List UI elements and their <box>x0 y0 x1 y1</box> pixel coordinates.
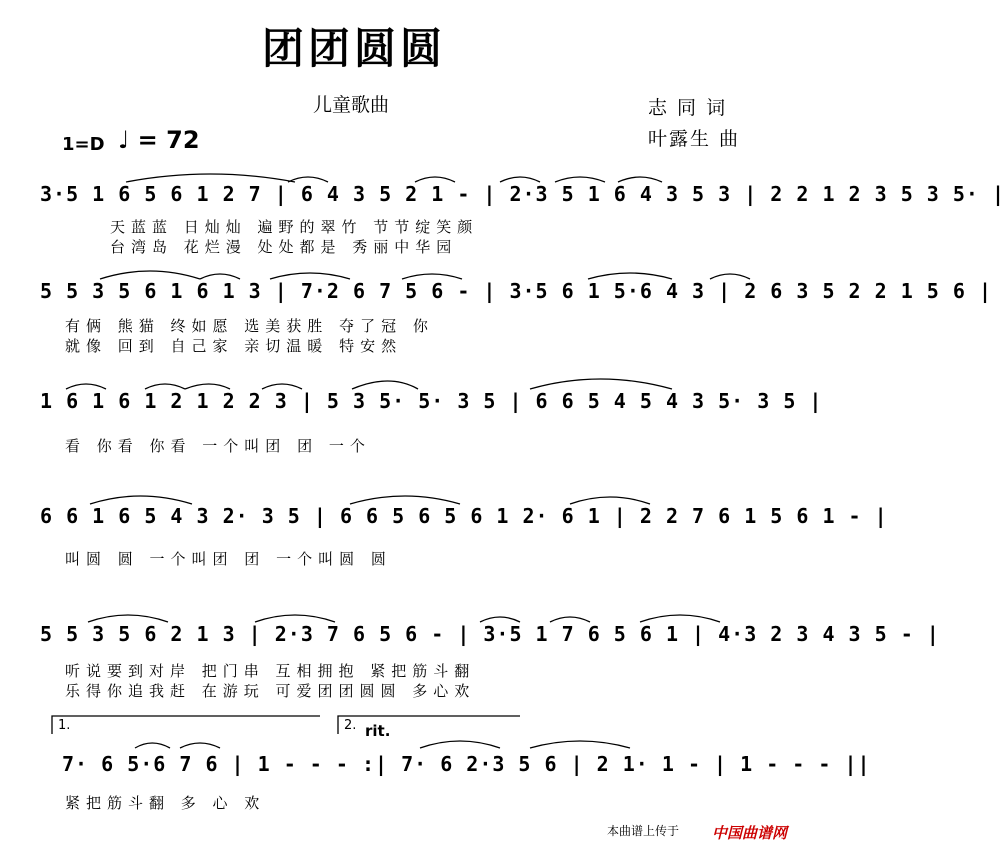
lyrics-verse-1: 紧把筋斗翻 多 心 欢 <box>65 794 266 812</box>
site-name: 中国曲谱网 <box>711 824 787 842</box>
volta-2-label: 2. <box>344 718 357 733</box>
composer-credit: 叶露生 曲 <box>648 128 741 150</box>
lyrics-verse-1: 叫圆 圆 一个叫团 团 一个叫圆 圆 <box>65 550 392 568</box>
upload-note: 本曲谱上传于 <box>606 824 679 838</box>
staff-row-6 <box>40 712 871 812</box>
ritardando-marking: rit. <box>365 722 391 740</box>
staff-row-4 <box>40 490 888 570</box>
melody-line: 6 6 1 6 5 4 3 2· 3 5 | 6 6 5 6 5 6 1 2· 6 1 | 2 2 7 6 1 5 6 1 - | <box>40 504 888 528</box>
song-title: 团团圆圆 <box>262 24 447 73</box>
song-genre: 儿童歌曲 <box>313 94 390 116</box>
lyricist-credit: 志 同 词 <box>648 97 728 119</box>
staff-row-5 <box>40 608 940 700</box>
volta-brackets <box>40 712 760 752</box>
lyrics-verse-1: 天蓝蓝 日灿灿 遍野的翠竹 节节绽笑颜 <box>110 218 479 236</box>
staff-row-2 <box>40 265 992 357</box>
melody-line: 3·5 1 6 5 6 1 2 7 | 6 4 3 5 2 1 - | 2·3 5 1 6 4 3 5 3 | 2 2 1 2 3 5 3 5· | <box>40 182 1005 206</box>
lyrics-verse-2: 就像 回到 自己家 亲切温暖 特安然 <box>65 337 403 355</box>
lyrics-verse-1: 看 你看 你看 一个叫团 团 一个 <box>65 437 371 455</box>
melody-line: 5 5 3 5 6 1 6 1 3 | 7·2 6 7 5 6 - | 3·5 6 1 5·6 4 3 | 2 6 3 5 2 2 1 5 6 | <box>40 279 992 303</box>
volta-1-label: 1. <box>58 718 71 733</box>
key-signature: 1=D <box>62 134 105 155</box>
tempo-marking: ♩ = 72 <box>118 126 200 154</box>
melody-line: 1 6 1 6 1 2 1 2 2 3 | 5 3 5· 5· 3 5 | 6 6 5 4 5 4 3 5· 3 5 | <box>40 389 823 413</box>
site-logo <box>712 822 787 843</box>
lyrics-verse-2: 台湾岛 花烂漫 处处都是 秀丽中华园 <box>110 238 458 256</box>
lyrics-verse-1: 有俩 熊猫 终如愿 选美获胜 夺了冠 你 <box>65 317 434 335</box>
lyrics-verse-2: 乐得你追我赶 在游玩 可爱团团圆圆 多心欢 <box>65 682 476 700</box>
lyrics-verse-1: 听说要到对岸 把门串 互相拥抱 紧把筋斗翻 <box>65 662 476 680</box>
staff-row-3 <box>40 375 823 455</box>
melody-line: 5 5 3 5 6 2 1 3 | 2·3 7 6 5 6 - | 3·5 1 7 6 5 6 1 | 4·3 2 3 4 3 5 - | <box>40 622 940 646</box>
staff-row-1 <box>40 168 1005 260</box>
melody-line: 7· 6 5·6 7 6 | 1 - - - :| 7· 6 2·3 5 6 | 2 1· 1 - | 1 - - - || <box>62 752 871 776</box>
